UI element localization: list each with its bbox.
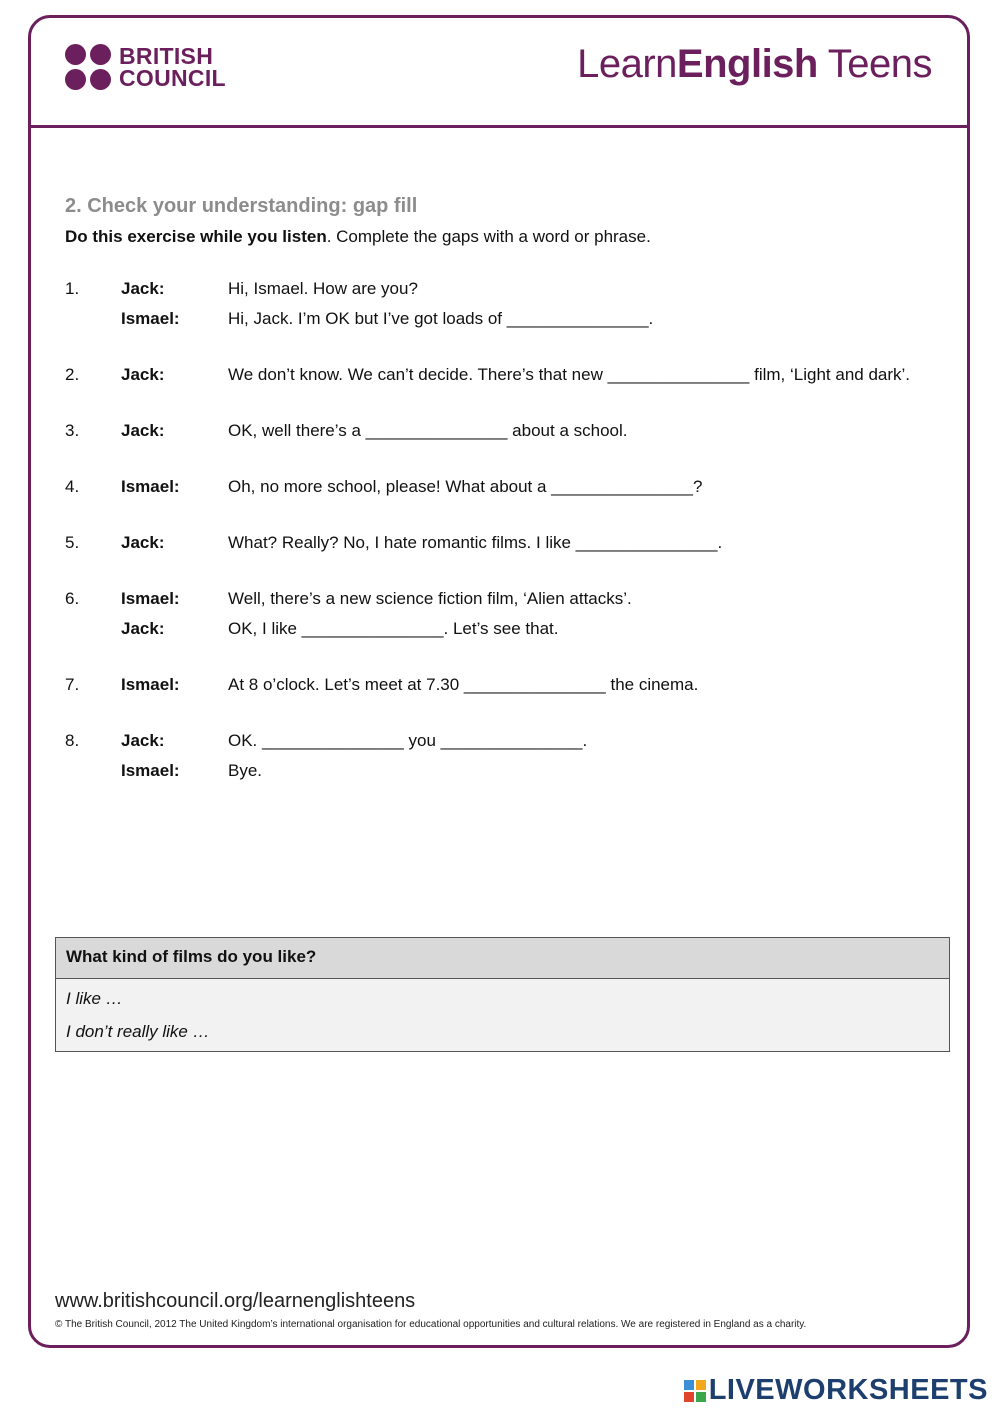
dialogue-line: [65, 279, 935, 299]
item-number: [65, 761, 121, 781]
dialogue-item: [65, 589, 935, 639]
speaker-name: Jack:: [121, 421, 165, 440]
speaker-name: Jack:: [121, 279, 165, 298]
item-number: 2.: [65, 365, 80, 384]
header-divider: [28, 125, 970, 128]
item-number: 7.: [65, 675, 80, 694]
films-box: [55, 937, 950, 1052]
dialogue-text: Well, there’s a new science fiction film, ‘Alien attacks’.: [228, 589, 632, 608]
let-logo-english: English: [676, 42, 818, 86]
item-number: 6.: [65, 589, 80, 608]
dialogue-line: [65, 761, 935, 781]
dialogue-line: [65, 675, 935, 695]
item-number: [65, 619, 121, 639]
dialogue-line: [65, 533, 935, 553]
speaker-name: Jack:: [121, 365, 165, 384]
dialogue-item: [65, 279, 935, 329]
footer-url[interactable]: www.britishcouncil.org/learnenglishteens: [55, 1290, 416, 1312]
dialogue-item: [65, 477, 935, 497]
dialogue-line: [65, 477, 935, 497]
speaker-name: Jack:: [121, 731, 165, 750]
dialogue-text: Hi, Ismael. How are you?: [228, 279, 418, 298]
item-number: 8.: [65, 731, 80, 750]
dialogue-text: What? Really? No, I hate romantic films. I like _______________.: [228, 533, 723, 552]
films-box-line-1: I like …: [66, 989, 123, 1008]
liveworksheets-text: LIVEWORKSHEETS: [708, 1374, 988, 1406]
item-number: [65, 309, 121, 329]
item-number: 4.: [65, 477, 80, 496]
dialogue-text: Oh, no more school, please! What about a _______________?: [228, 477, 703, 496]
films-box-line-2: I don’t really like …: [66, 1022, 210, 1041]
dialogue-line: [65, 365, 935, 385]
instruction-bold: Do this exercise while you listen: [65, 227, 327, 246]
speaker-name: Ismael:: [121, 477, 180, 496]
dialogue-line: [65, 589, 935, 609]
section-title: 2. Check your understanding: gap fill: [65, 195, 418, 217]
dialogue-list: [65, 279, 935, 817]
let-logo-learn: Learn: [577, 42, 677, 86]
dialogue-text: OK, well there’s a _______________ about a school.: [228, 421, 628, 440]
speaker-name: Jack:: [121, 619, 165, 638]
dialogue-text: Bye.: [228, 761, 263, 780]
let-logo-teens: Teens: [817, 42, 932, 86]
dialogue-text: OK. _______________ you _______________.: [228, 731, 588, 750]
dialogue-item: [65, 675, 935, 695]
speaker-name: Ismael:: [121, 309, 180, 328]
dialogue-text: OK, I like _______________. Let’s see that.: [228, 619, 559, 638]
footer-copyright: © The British Council, 2012 The United Kingdom’s international organisation for educational opportunities and cultural relations. We are registered in England as a charity.: [55, 1319, 807, 1330]
item-number: 1.: [65, 279, 80, 298]
dialogue-line: [65, 731, 935, 751]
dialogue-item: [65, 731, 935, 781]
dialogue-line: [65, 421, 935, 441]
bc-logo-line1: BRITISH: [119, 43, 214, 69]
dialogue-item: [65, 365, 935, 385]
instruction-rest: . Complete the gaps with a word or phrase.: [326, 227, 651, 246]
speaker-name: Ismael:: [121, 589, 180, 608]
speaker-name: Ismael:: [121, 675, 180, 694]
speaker-name: Jack:: [121, 533, 165, 552]
dialogue-item: [65, 421, 935, 441]
films-box-heading: What kind of films do you like?: [56, 938, 949, 979]
speaker-name: Ismael:: [121, 761, 180, 780]
dialogue-item: [65, 533, 935, 553]
dialogue-text: Hi, Jack. I’m OK but I’ve got loads of _______________.: [228, 309, 654, 328]
item-number: 3.: [65, 421, 80, 440]
dialogue-line: [65, 309, 935, 329]
british-council-logo: [65, 44, 226, 90]
liveworksheets-logo: [684, 1374, 988, 1407]
liveworksheets-icon: [684, 1380, 706, 1402]
dialogue-line: [65, 619, 935, 639]
learnenglish-teens-logo: [577, 42, 932, 87]
bc-logo-line2: COUNCIL: [119, 65, 226, 91]
item-number: 5.: [65, 533, 80, 552]
dialogue-text: We don’t know. We can’t decide. There’s that new _______________ film, ‘Light and dark’.: [228, 365, 911, 384]
dialogue-text: At 8 o’clock. Let’s meet at 7.30 _______________ the cinema.: [228, 675, 699, 694]
british-council-dots-icon: [65, 44, 111, 90]
instructions: [65, 227, 651, 247]
